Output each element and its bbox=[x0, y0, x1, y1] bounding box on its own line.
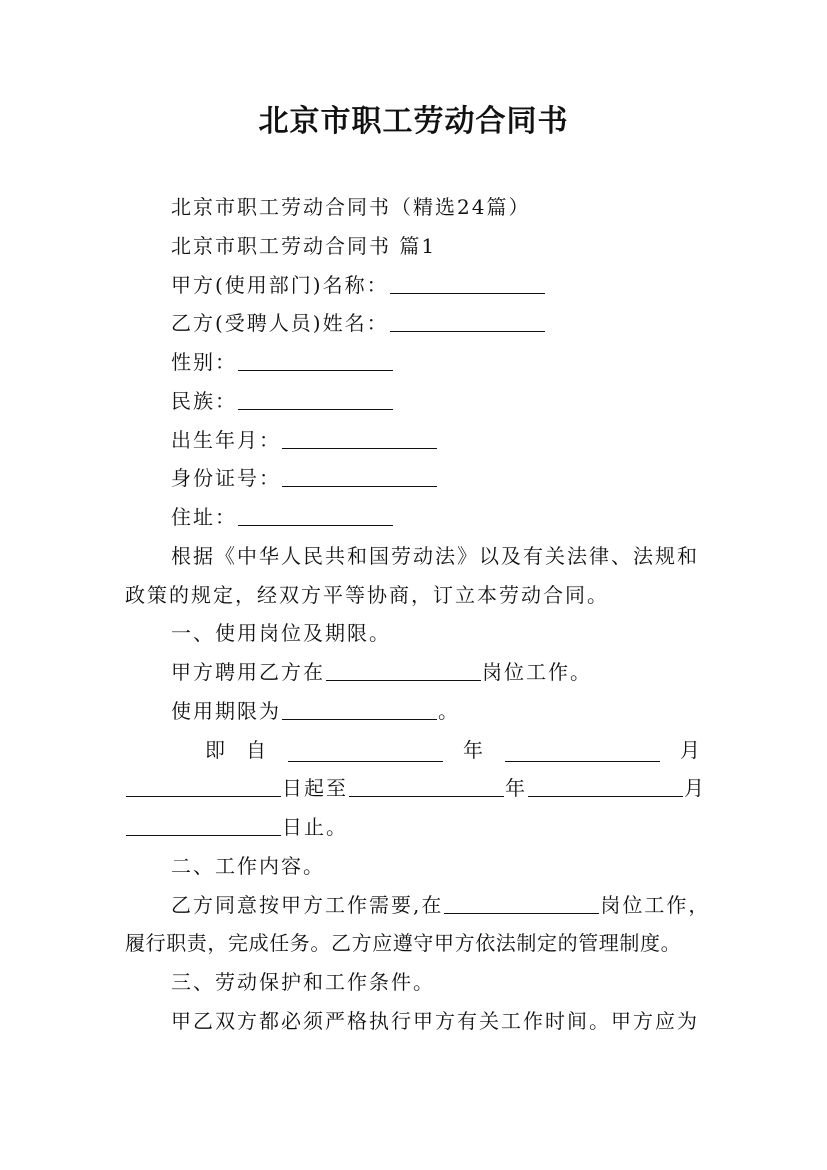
position-text-b: 岗位工作。 bbox=[482, 660, 592, 684]
ethnicity-field bbox=[125, 382, 702, 421]
document-body bbox=[125, 188, 711, 1041]
birth-blank[interactable] bbox=[282, 424, 437, 449]
end-month-blank[interactable] bbox=[528, 772, 683, 797]
gender-blank[interactable] bbox=[238, 346, 393, 371]
date-rizhi: 日止。 bbox=[282, 815, 348, 839]
date-zi: 自 bbox=[246, 737, 268, 762]
date-ji: 即 bbox=[205, 737, 227, 762]
party-b-field bbox=[125, 304, 702, 343]
start-day-blank[interactable] bbox=[126, 772, 281, 797]
id-blank[interactable] bbox=[282, 462, 437, 487]
ethnicity-label: 民族： bbox=[171, 388, 237, 413]
date-riqizhi: 日起至 bbox=[282, 776, 348, 801]
position-blank[interactable] bbox=[326, 656, 481, 681]
section-2-title: 二、工作内容。 bbox=[171, 853, 325, 878]
term-blank[interactable] bbox=[282, 695, 437, 720]
section-1-title: 一、使用岗位及期限。 bbox=[171, 621, 391, 646]
work-text-b: 岗位工作， bbox=[600, 892, 711, 917]
address-blank[interactable] bbox=[238, 501, 393, 526]
work-text-a: 乙方同意按甲方工作需要,在 bbox=[171, 892, 444, 917]
party-a-field bbox=[125, 266, 702, 305]
start-year-blank[interactable] bbox=[288, 737, 443, 762]
part-heading: 北京市职工劳动合同书 篇1 bbox=[171, 233, 437, 258]
date-range-line-3 bbox=[125, 808, 702, 847]
start-month-blank[interactable] bbox=[505, 737, 660, 762]
section-3-line-1: 甲乙双方都必须严格执行甲方有关工作时间。甲方应为 bbox=[171, 1008, 699, 1033]
position-text-a: 甲方聘用乙方在 bbox=[171, 660, 325, 684]
section-3-title: 三、劳动保护和工作条件。 bbox=[171, 970, 435, 994]
gender-label: 性别： bbox=[171, 350, 237, 374]
birth-field bbox=[125, 421, 702, 460]
work-position-blank[interactable] bbox=[444, 889, 599, 914]
preamble-line-1: 根据《中华人民共和国劳动法》以及有关法律、法规和 bbox=[171, 543, 699, 568]
section-1-term-line bbox=[125, 692, 702, 731]
id-label: 身份证号： bbox=[171, 466, 281, 491]
date-yue: 月 bbox=[680, 737, 702, 762]
section-1-position-line bbox=[125, 653, 702, 692]
date-nian: 年 bbox=[463, 737, 485, 762]
date-nian-2: 年 bbox=[505, 776, 527, 801]
document-heading: 北京市职工劳动合同书（精选24篇） bbox=[171, 195, 531, 219]
end-day-blank[interactable] bbox=[126, 811, 281, 836]
party-b-blank[interactable] bbox=[390, 307, 545, 332]
section-2-line-2: 履行职责，完成任务。乙方应遵守甲方依法制定的管理制度。 bbox=[125, 931, 682, 956]
preamble-line-2: 政策的规定，经双方平等协商，订立本劳动合同。 bbox=[125, 582, 609, 607]
section-2-line-1 bbox=[125, 886, 711, 925]
address-field bbox=[125, 498, 702, 537]
birth-label: 出生年月： bbox=[171, 427, 281, 452]
date-yue-2: 月 bbox=[684, 776, 706, 801]
date-range-line-1 bbox=[125, 731, 702, 770]
address-label: 住址： bbox=[171, 505, 237, 529]
end-year-blank[interactable] bbox=[349, 772, 504, 797]
gender-field bbox=[125, 343, 702, 382]
id-field bbox=[125, 459, 702, 498]
party-b-label: 乙方(受聘人员)姓名： bbox=[171, 311, 389, 336]
document-title: 北京市职工劳动合同书 bbox=[258, 104, 569, 139]
term-text-a: 使用期限为 bbox=[171, 698, 281, 723]
party-a-label: 甲方(使用部门)名称： bbox=[171, 272, 389, 297]
term-text-b: 。 bbox=[438, 698, 460, 723]
ethnicity-blank[interactable] bbox=[238, 385, 393, 410]
party-a-blank[interactable] bbox=[390, 269, 545, 294]
date-range-line-2 bbox=[125, 769, 706, 808]
